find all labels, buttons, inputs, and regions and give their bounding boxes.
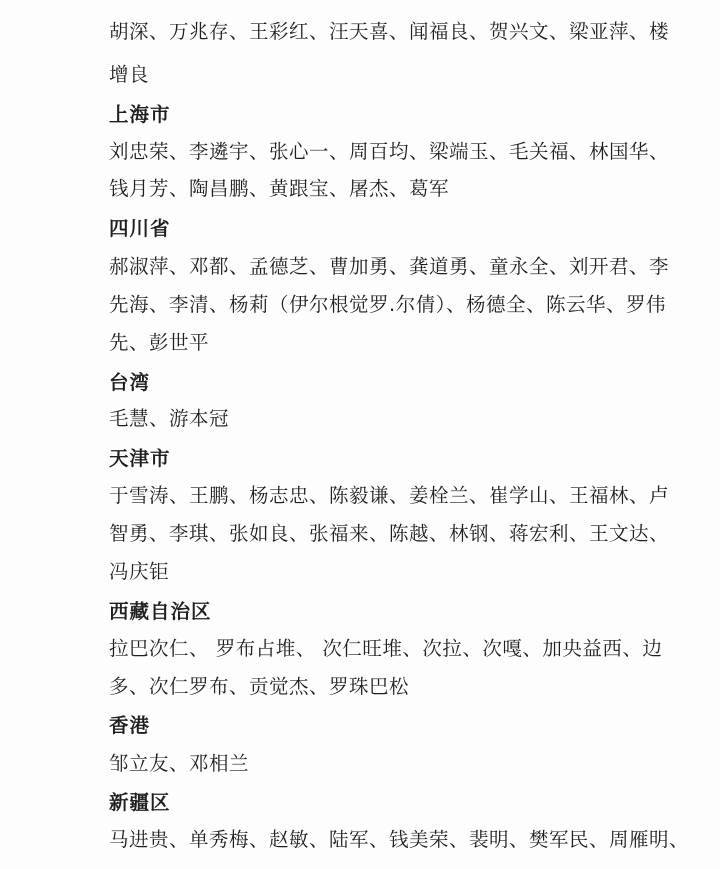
region-heading: 上海市	[109, 103, 171, 126]
name-list-line: 毛慧、游本冠	[109, 407, 230, 430]
name-list-line: 胡深、万兆存、王彩红、汪天喜、闻福良、贺兴文、梁亚萍、楼	[109, 20, 670, 43]
name-list-line: 先、彭世平	[109, 331, 210, 354]
region-heading: 四川省	[109, 217, 171, 240]
region-heading: 台湾	[109, 371, 151, 394]
name-list-line: 于雪涛、王鹏、杨志忠、陈毅谦、姜栓兰、崔学山、王福林、卢	[109, 484, 670, 507]
name-list-line: 增良	[109, 63, 150, 86]
name-list-line: 冯庆钜	[109, 560, 170, 583]
region-heading: 香港	[109, 714, 151, 737]
name-list-line: 智勇、李琪、张如良、张福来、陈越、林钢、蒋宏利、王文达、	[109, 522, 670, 545]
name-list-line: 钱月芳、陶昌鹏、黄跟宝、屠杰、葛军	[109, 177, 450, 200]
name-list-line: 刘忠荣、李遴宇、张心一、周百均、梁端玉、毛关福、林国华、	[109, 140, 670, 163]
name-list-line: 拉巴次仁、 罗布占堆、 次仁旺堆、次拉、次嘎、加央益西、边	[109, 637, 663, 660]
name-list-line: 多、次仁罗布、贡觉杰、罗珠巴松	[109, 675, 410, 698]
name-list-line: 先海、李清、杨莉（伊尔根觉罗.尔倩）、杨德全、陈云华、罗伟	[109, 293, 666, 316]
region-heading: 西藏自治区	[109, 600, 212, 623]
name-list-line: 邹立友、邓相兰	[109, 752, 250, 775]
name-list-line: 郝淑萍、邓都、孟德芝、曹加勇、龚道勇、童永全、刘开君、李	[109, 255, 670, 278]
region-heading: 天津市	[109, 447, 171, 470]
name-list-line: 马进贵、单秀梅、赵敏、陆军、钱美荣、裴明、樊军民、周雁明、	[109, 828, 690, 851]
region-heading: 新疆区	[109, 791, 171, 814]
